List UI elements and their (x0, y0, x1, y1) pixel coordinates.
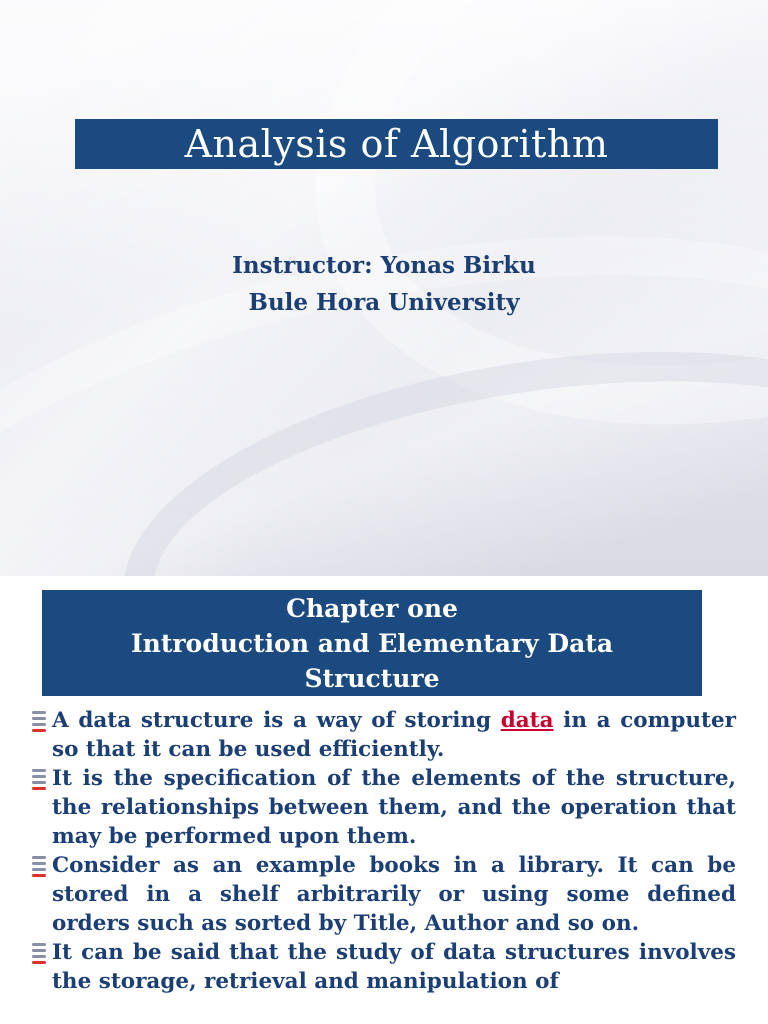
title-banner (75, 119, 718, 169)
bullet-text: Consider as an example books in a library. It can be stored in a shelf arbitrarily or using some defined orders such as sorted by Title, Author and so on. (52, 853, 736, 936)
background-swoosh (0, 143, 768, 576)
list-item (32, 706, 736, 764)
bullet-list (32, 706, 736, 996)
chapter-title-line2: Structure (304, 663, 440, 693)
bullet-icon (32, 856, 48, 878)
list-item (32, 938, 736, 996)
bullet-icon (32, 943, 48, 965)
bullet-text: It is the specification of the elements of the structure, the relationships between them, and the operation that may be performed upon them. (52, 766, 736, 849)
bullet-icon (32, 769, 48, 791)
chapter-number: Chapter one (286, 593, 458, 623)
slide-title: Analysis of Algorithm (184, 122, 609, 166)
bullet-text: A data structure is a way of storing (52, 708, 501, 733)
bullet-icon (32, 711, 48, 733)
chapter-banner (42, 590, 702, 696)
instructor-line: Instructor: Yonas Birku (232, 252, 536, 279)
background-swoosh (99, 302, 768, 576)
data-link[interactable]: data (500, 708, 554, 733)
bullet-text: in a computer so that it can be used efficiently. (52, 708, 736, 762)
chapter-slide (0, 576, 768, 1024)
chapter-title-line1: Introduction and Elementary Data (130, 628, 614, 658)
bullet-text: It can be said that the study of data structures involves the storage, retrieval and manipulation of (52, 940, 736, 994)
university-line: Bule Hora University (248, 289, 520, 316)
list-item (32, 764, 736, 851)
list-item (32, 851, 736, 938)
